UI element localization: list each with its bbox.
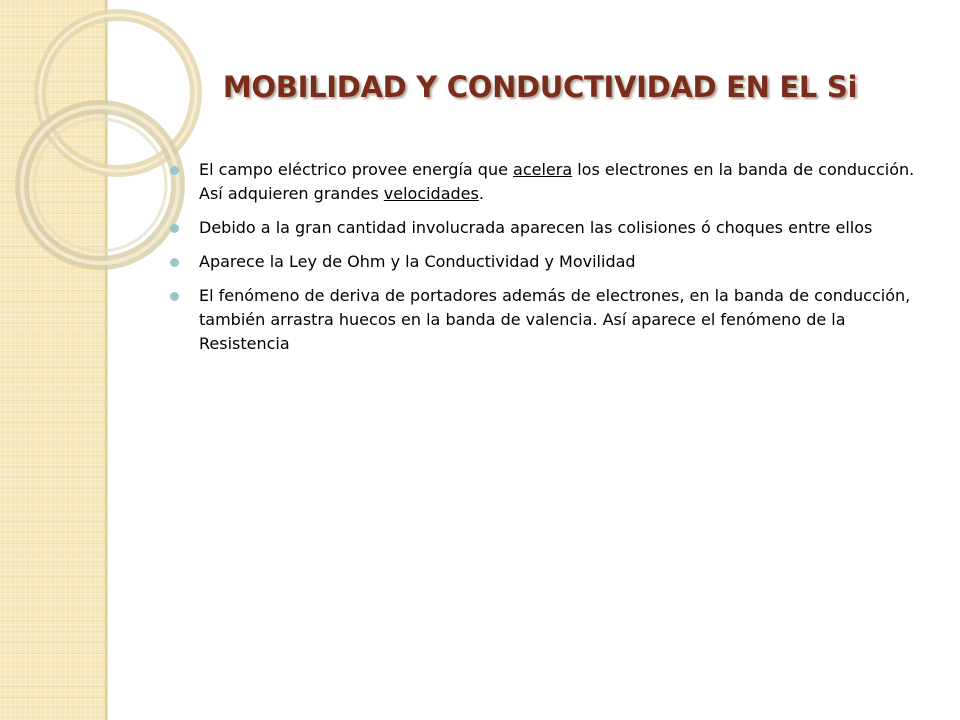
bullet-list	[168, 158, 928, 366]
slide-title: MOBILIDAD Y CONDUCTIVIDAD EN EL Si	[222, 70, 858, 104]
bullet-text-part: .	[478, 184, 484, 203]
bullet-dot-icon	[170, 166, 179, 175]
bullet-item-2	[168, 216, 928, 240]
bullet-dot-icon	[170, 258, 179, 267]
underlined-word-velocidades: velocidades	[383, 184, 479, 203]
bullet-item-1	[168, 158, 928, 206]
bullet-item-4	[168, 284, 928, 356]
bullet-text-part: El campo eléctrico provee energía que	[199, 160, 514, 179]
bullet-dot-icon	[170, 292, 179, 301]
bullet-text: El fenómeno de deriva de portadores además de electrones, en la banda de conducción, también arrastra huecos en la banda de valencia. Así aparece el fenómeno de la Resistencia	[199, 286, 911, 353]
bullet-dot-icon	[170, 224, 179, 233]
bullet-text-part: los electrones en la banda de conducción. Así adquieren grandes	[199, 160, 915, 203]
bullet-text: Debido a la gran cantidad involucrada aparecen las colisiones ó choques entre ellos	[199, 218, 873, 237]
bullet-item-3	[168, 250, 928, 274]
underlined-word-acelera: acelera	[513, 160, 573, 179]
bullet-text: Aparece la Ley de Ohm y la Conductividad y Movilidad	[199, 252, 636, 271]
